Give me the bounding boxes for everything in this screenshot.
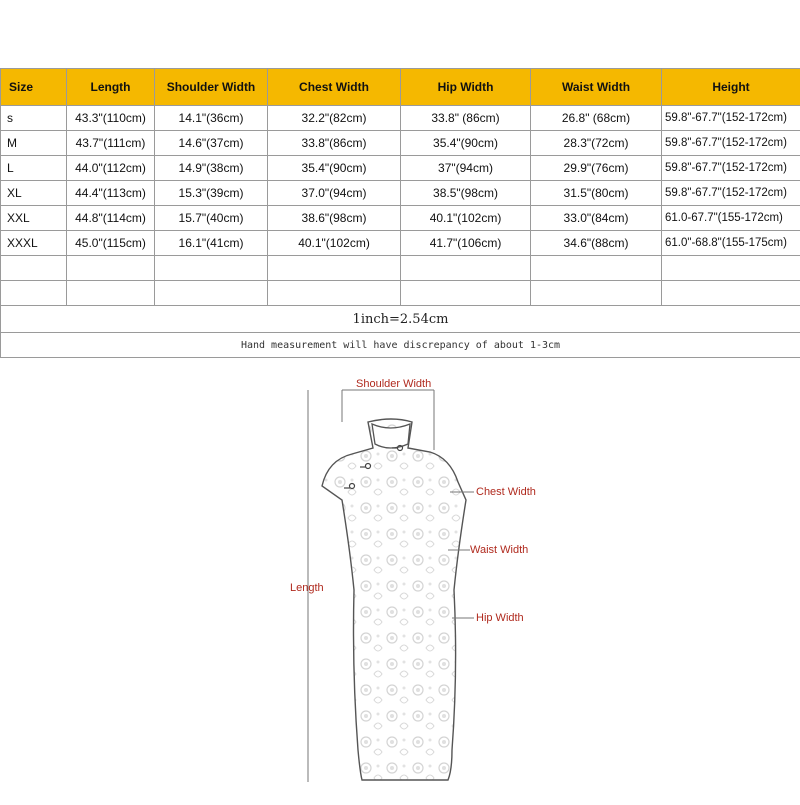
empty-row (1, 281, 800, 306)
table-row (1, 181, 800, 206)
hip-cell: 38.5"(98cm) (401, 181, 531, 206)
header-shoulder-width: Shoulder Width (155, 69, 268, 106)
length-cell: 45.0"(115cm) (67, 231, 155, 256)
dress-outline (322, 419, 466, 780)
hip-cell: 35.4"(90cm) (401, 131, 531, 156)
dress-measurement-figure (280, 370, 540, 800)
chest-cell: 38.6"(98cm) (268, 206, 401, 231)
hip-cell: 37"(94cm) (401, 156, 531, 181)
table-row (1, 131, 800, 156)
conversion-note: 1inch=2.54cm (1, 306, 800, 333)
header-chest-width: Chest Width (268, 69, 401, 106)
header-size: Size (1, 69, 67, 106)
shoulder-cell: 14.6"(37cm) (155, 131, 268, 156)
hip-cell: 40.1"(102cm) (401, 206, 531, 231)
table-row (1, 206, 800, 231)
hip-cell: 33.8" (86cm) (401, 106, 531, 131)
label-chest-width: Chest Width (476, 486, 536, 498)
collar-outline (372, 424, 410, 448)
size-cell: s (1, 106, 67, 131)
table-row (1, 106, 800, 131)
label-length: Length (290, 582, 324, 594)
waist-cell: 33.0"(84cm) (531, 206, 662, 231)
discrepancy-note-row (1, 333, 800, 358)
header-hip-width: Hip Width (401, 69, 531, 106)
height-cell: 59.8"-67.7"(152-172cm) (662, 106, 800, 131)
table-header-row (1, 69, 800, 106)
height-cell: 61.0-67.7"(155-172cm) (662, 206, 800, 231)
size-cell: XXXL (1, 231, 67, 256)
header-height: Height (662, 69, 800, 106)
height-cell: 59.8"-67.7"(152-172cm) (662, 181, 800, 206)
chest-cell: 35.4"(90cm) (268, 156, 401, 181)
length-cell: 43.3"(110cm) (67, 106, 155, 131)
label-hip-width: Hip Width (476, 612, 524, 624)
table-row (1, 231, 800, 256)
shoulder-cell: 15.3"(39cm) (155, 181, 268, 206)
discrepancy-note: Hand measurement will have discrepancy of about 1-3cm (1, 333, 800, 358)
chest-cell: 40.1"(102cm) (268, 231, 401, 256)
waist-cell: 29.9"(76cm) (531, 156, 662, 181)
chest-cell: 32.2"(82cm) (268, 106, 401, 131)
size-cell: XL (1, 181, 67, 206)
header-waist-width: Waist Width (531, 69, 662, 106)
length-cell: 43.7"(111cm) (67, 131, 155, 156)
label-waist-width: Waist Width (470, 544, 528, 556)
empty-row (1, 256, 800, 281)
shoulder-cell: 15.7"(40cm) (155, 206, 268, 231)
size-cell: XXL (1, 206, 67, 231)
length-cell: 44.8"(114cm) (67, 206, 155, 231)
waist-cell: 31.5"(80cm) (531, 181, 662, 206)
waist-cell: 28.3"(72cm) (531, 131, 662, 156)
length-cell: 44.4"(113cm) (67, 181, 155, 206)
hip-cell: 41.7"(106cm) (401, 231, 531, 256)
shoulder-cell: 16.1"(41cm) (155, 231, 268, 256)
size-chart-table (0, 68, 800, 358)
size-cell: L (1, 156, 67, 181)
height-cell: 61.0"-68.8"(155-175cm) (662, 231, 800, 256)
header-length: Length (67, 69, 155, 106)
waist-cell: 26.8" (68cm) (531, 106, 662, 131)
height-cell: 59.8"-67.7"(152-172cm) (662, 131, 800, 156)
conversion-note-row (1, 306, 800, 333)
table-row (1, 156, 800, 181)
shoulder-cell: 14.9"(38cm) (155, 156, 268, 181)
waist-cell: 34.6"(88cm) (531, 231, 662, 256)
shoulder-cell: 14.1"(36cm) (155, 106, 268, 131)
size-cell: M (1, 131, 67, 156)
chest-cell: 37.0"(94cm) (268, 181, 401, 206)
label-shoulder-width: Shoulder Width (356, 378, 431, 390)
length-cell: 44.0"(112cm) (67, 156, 155, 181)
height-cell: 59.8"-67.7"(152-172cm) (662, 156, 800, 181)
chest-cell: 33.8"(86cm) (268, 131, 401, 156)
